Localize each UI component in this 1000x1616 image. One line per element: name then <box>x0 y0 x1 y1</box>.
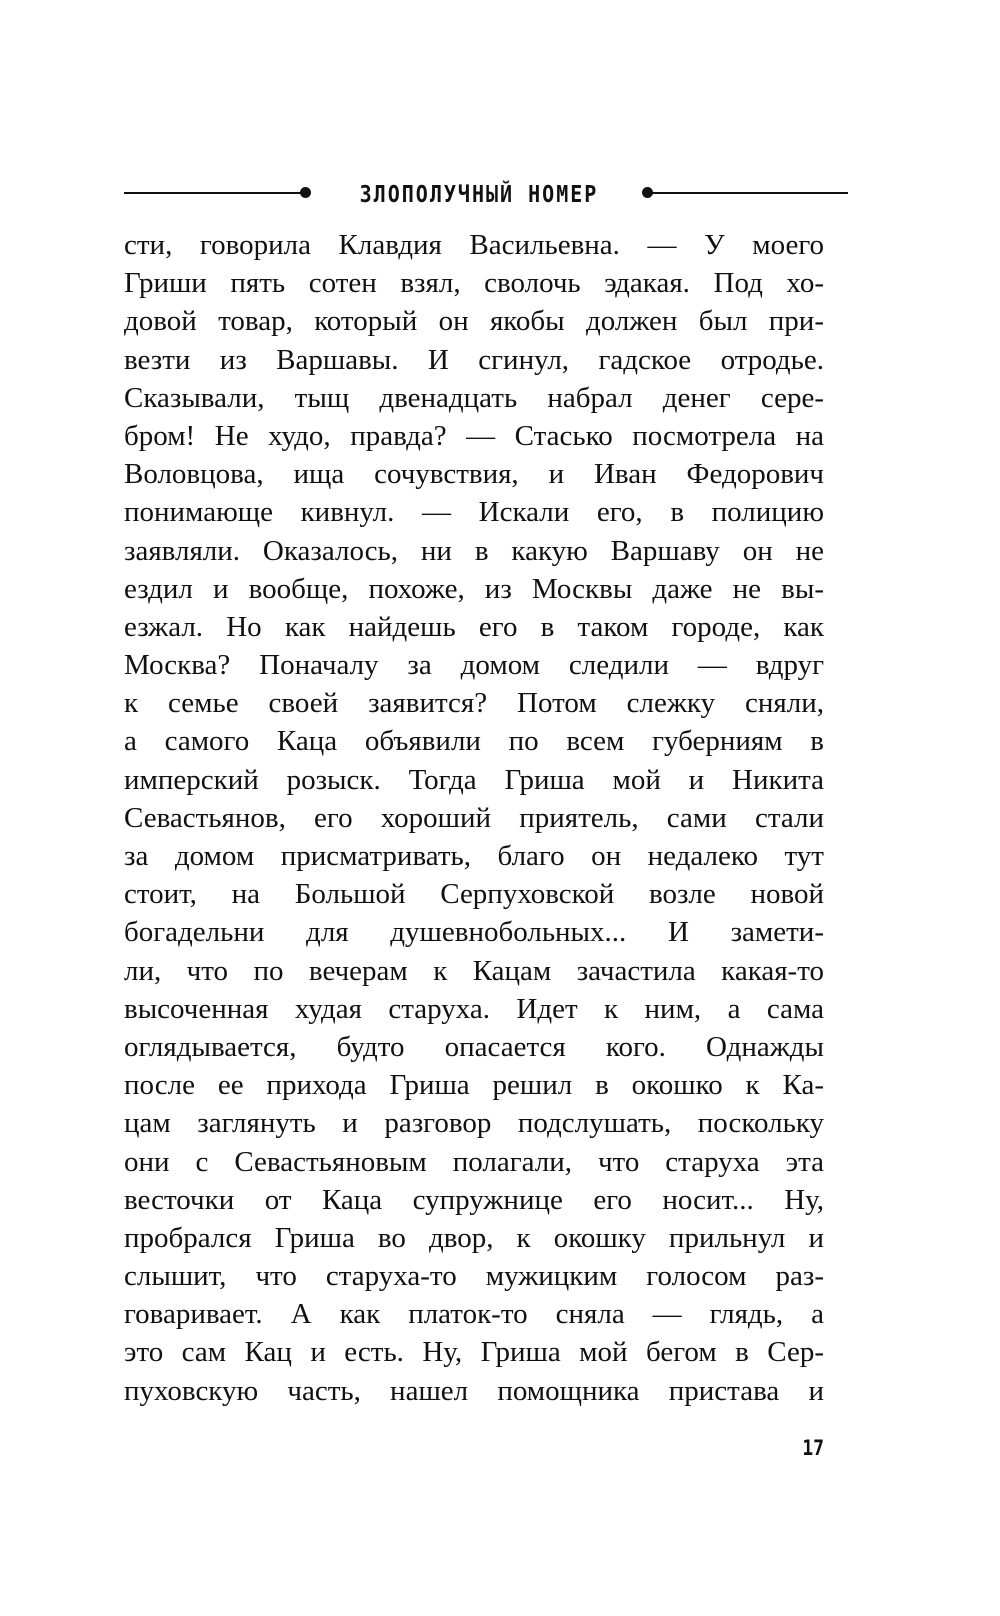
text-line: понимающе кивнул. — Искали его, в полицию <box>124 496 824 529</box>
text-line: пробрался Гриша во двор, к окошку прильнул и <box>124 1221 824 1254</box>
text-line: высоченная худая старуха. Идет к ним, а сама <box>124 992 824 1025</box>
running-title: ЗЛОПОЛУЧНЫЙ НОМЕР <box>359 180 599 208</box>
text-line: богадельни для душевнобольных... И замети- <box>124 916 824 949</box>
text-line: заявляли. Оказалось, ни в какую Варшаву он не <box>124 534 824 567</box>
text-line: довой товар, который он якобы должен был при- <box>124 305 824 338</box>
text-line: цам заглянуть и разговор подслушать, поскольку <box>124 1107 824 1140</box>
text-line: ли, что по вечерам к Кацам зачастила какая-то <box>124 954 824 987</box>
text-line: Сказывали, тыщ двенадцать набрал денег сере- <box>124 381 824 414</box>
text-line: к семье своей заявится? Потом слежку сняли, <box>124 687 824 720</box>
text-line: Севастьянов, его хороший приятель, сами стали <box>124 801 824 834</box>
text-line: сти, говорила Клавдия Васильевна. — У моего <box>124 229 824 261</box>
text-line: после ее прихода Гриша решил в окошко к Ка- <box>124 1069 824 1102</box>
bullet-icon <box>300 187 311 198</box>
text-line: езжал. Но как найдешь его в таком городе, как <box>124 610 824 643</box>
text-line: они с Севастьяновым полагали, что старуха эта <box>124 1145 824 1178</box>
running-header <box>124 178 824 210</box>
text-line: за домом присматривать, благо он недалеко тут <box>124 840 824 872</box>
header-rule-right <box>650 192 848 194</box>
text-line: Гриши пять сотен взял, сволочь эдакая. Под хо- <box>124 267 824 300</box>
text-line: стоит, на Большой Серпуховской возле новой <box>124 878 824 911</box>
text-line: Москва? Поначалу за домом следили — вдруг <box>124 649 824 682</box>
text-line: говаривает. А как платок-то сняла — глядь, а <box>124 1298 824 1331</box>
text-line: Воловцова, ища сочувствия, и Иван Федорович <box>124 458 824 491</box>
body-text <box>124 226 824 1410</box>
header-rule-left <box>124 192 302 194</box>
page-number: 17 <box>802 1435 824 1462</box>
text-line: весточки от Каца супружнице его носит... Ну, <box>124 1183 824 1216</box>
text-line: а самого Каца объявили по всем губерниям в <box>124 725 824 758</box>
text-line: пуховскую часть, нашел помощника пристава и <box>124 1374 824 1407</box>
text-line: имперский розыск. Тогда Гриша мой и Никита <box>124 763 824 796</box>
text-line: ездил и вообще, похоже, из Москвы даже не вы- <box>124 572 824 605</box>
text-line: это сам Кац и есть. Ну, Гриша мой бегом в Сер- <box>124 1336 824 1369</box>
text-line: везти из Варшавы. И сгинул, гадское отродье. <box>124 343 824 376</box>
text-line: оглядывается, будто опасается кого. Однажды <box>124 1030 824 1063</box>
text-line: бром! Не худо, правда? — Стасько посмотрела на <box>124 419 824 452</box>
text-line: слышит, что старуха-то мужицким голосом раз- <box>124 1260 824 1293</box>
